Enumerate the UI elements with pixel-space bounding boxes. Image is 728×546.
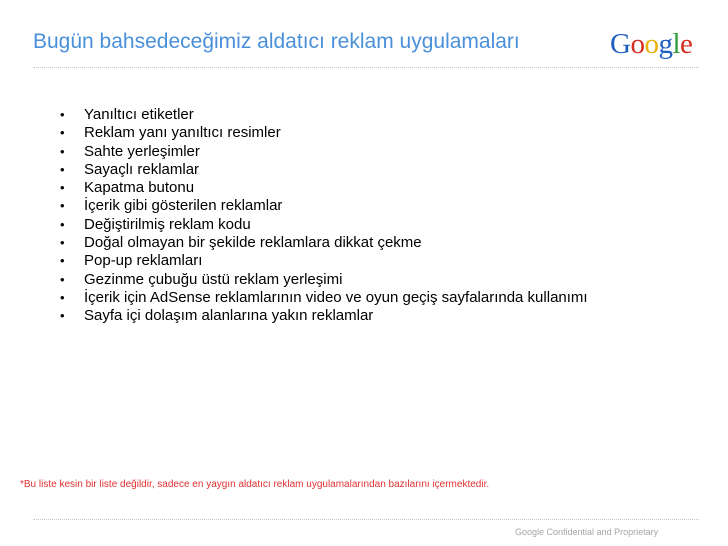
slide-title: Bugün bahsedeceğimiz aldatıcı reklam uygulamaları <box>33 30 520 53</box>
logo-letter: e <box>680 28 693 60</box>
bullet-text: Reklam yanı yanıltıcı resimler <box>84 124 281 142</box>
bullet-dot-icon: • <box>60 161 65 177</box>
footnote: *Bu liste kesin bir liste değildir, sadece en yaygın aldatıcı reklam uygulamalarından bazılarını içermektedir. <box>20 479 490 490</box>
bullet-item <box>60 252 660 270</box>
bullet-dot-icon: • <box>60 216 65 232</box>
bullet-item <box>60 216 660 234</box>
bullet-text: Sayfa içi dolaşım alanlarına yakın reklamlar <box>84 307 374 325</box>
bullet-text: Sayaçlı reklamlar <box>84 160 200 178</box>
bullet-dot-icon: • <box>60 289 65 305</box>
bullet-dot-icon: • <box>60 143 65 159</box>
bullet-item <box>60 289 660 307</box>
logo-letter: g <box>658 28 673 60</box>
bullet-item <box>60 234 660 252</box>
bullet-text: Sahte yerleşimler <box>84 142 200 160</box>
bullet-item <box>60 271 660 289</box>
google-logo <box>610 28 692 61</box>
bullet-text: Pop-up reklamları <box>84 252 203 270</box>
bullet-text: Değiştirilmiş reklam kodu <box>84 215 251 233</box>
bullet-text: İçerik gibi gösterilen reklamlar <box>84 197 283 215</box>
bullet-item <box>60 197 660 215</box>
bullet-dot-icon: • <box>60 271 65 287</box>
title-divider <box>33 67 699 68</box>
bullet-dot-icon: • <box>60 308 65 324</box>
bullet-dot-icon: • <box>60 198 65 214</box>
bullet-dot-icon: • <box>60 107 65 122</box>
bullet-dot-icon: • <box>60 253 65 269</box>
bullet-text: Gezinme çubuğu üstü reklam yerleşimi <box>84 270 343 288</box>
logo-letter: o <box>630 28 645 60</box>
bullet-text: Yanıltıcı etiketler <box>84 106 194 123</box>
bullet-text: İçerik için AdSense reklamlarının video ve oyun geçiş sayfalarında kullanımı <box>84 288 588 306</box>
bullet-item <box>60 307 660 325</box>
bullet-dot-icon: • <box>60 125 65 141</box>
bullet-item <box>60 106 660 124</box>
bullet-text: Doğal olmayan bir şekilde reklamlara dikkat çekme <box>84 234 422 252</box>
bullet-item <box>60 124 660 142</box>
bullet-item <box>60 143 660 161</box>
bullet-dot-icon: • <box>60 180 65 196</box>
confidential-notice: Google Confidential and Proprietary <box>515 527 659 537</box>
bullet-dot-icon: • <box>60 235 65 251</box>
bullet-list <box>60 106 660 326</box>
bullet-text: Kapatma butonu <box>84 179 195 197</box>
bullet-item <box>60 161 660 179</box>
logo-letter: o <box>644 28 659 60</box>
logo-letter: G <box>610 28 631 60</box>
footer-divider <box>33 519 699 520</box>
bullet-item <box>60 179 660 197</box>
logo-letter: l <box>672 28 681 60</box>
